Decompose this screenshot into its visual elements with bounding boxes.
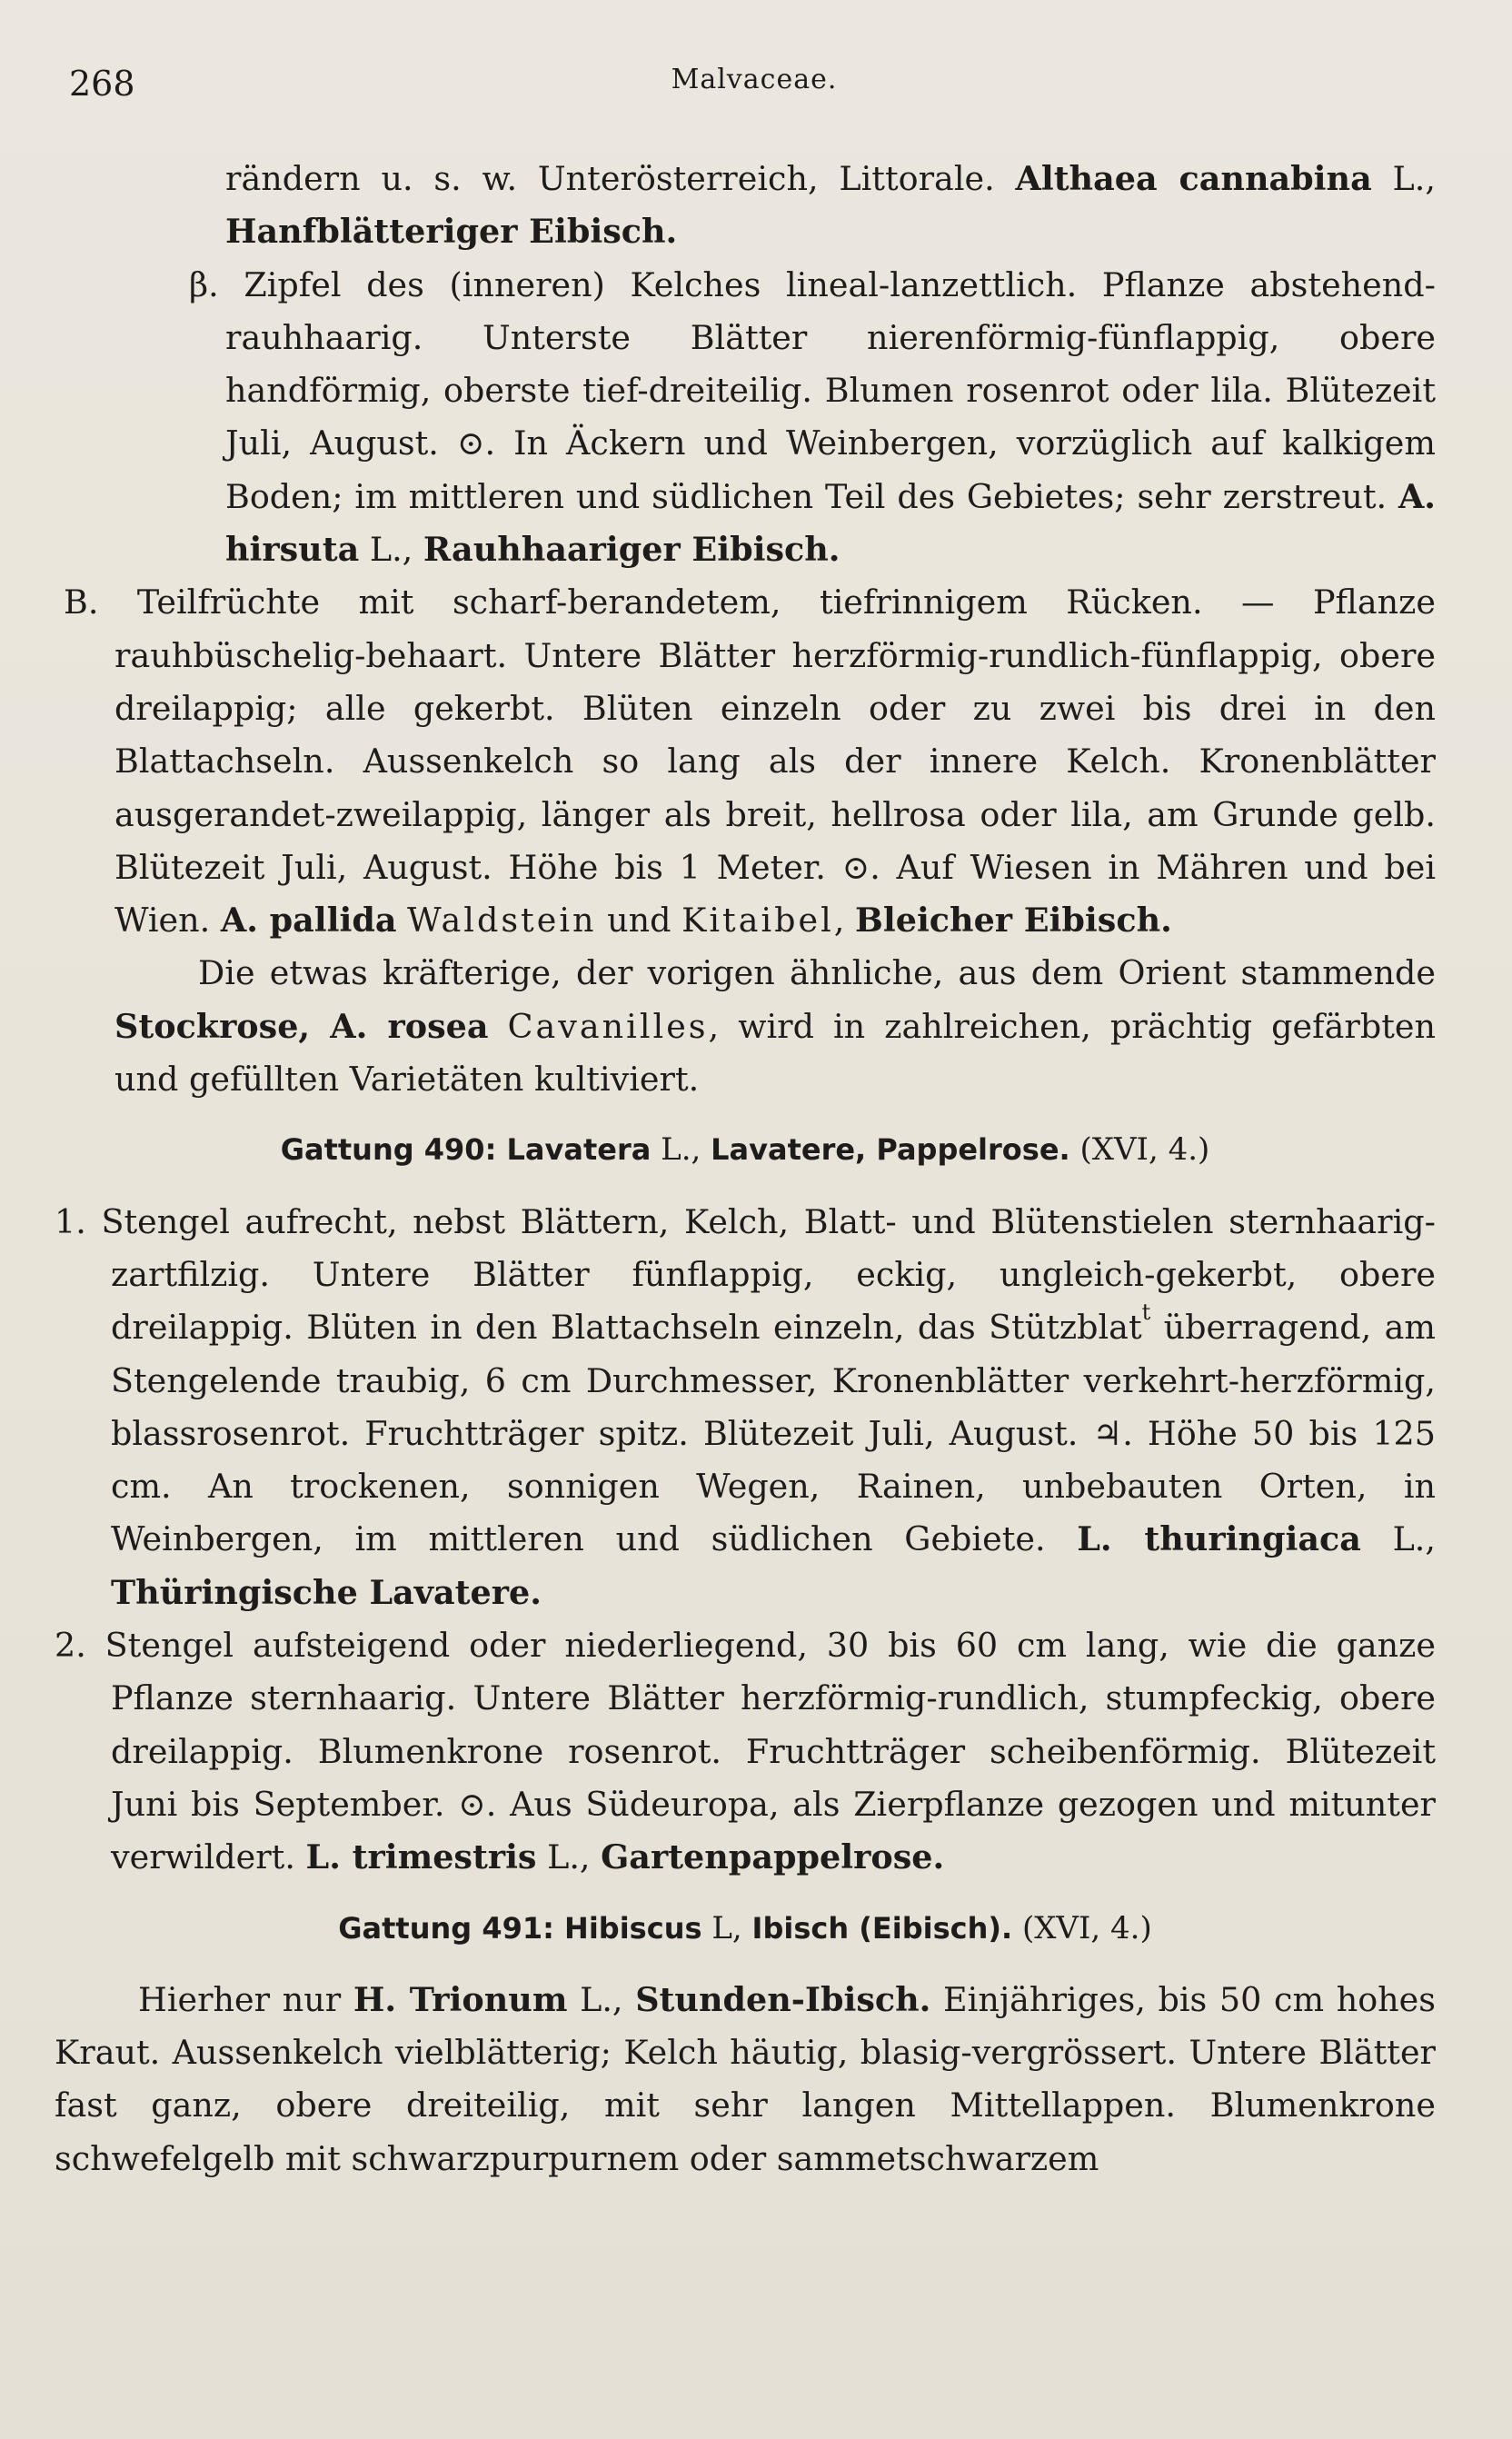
genus-heading-hibiscus: Gattung 491: Hibiscus L, Ibisch (Eibisch). (XVI, 4.) [338, 1909, 1152, 1946]
page-number: 268 [69, 64, 135, 104]
paragraph-althaea-pallida: B. Teilfrüchte mit scharf-berandetem, tiefrinnigem Rücken. — Pflanze rauhbüschelig-behaart. Untere Blätter herzförmig-rundlich-fünflappig, obere dreilappig; alle gekerbt. Blüten einzeln oder zu zwei bis drei in den Blattachseln. Aussenkelch so lang als der innere Kelch. Kronenblätter ausgerandet-zweilappig, länger als breit, hellrosa oder lila, am Grunde gelb. Blütezeit Juli, August. Höhe bis 1 Meter. ⊙. Auf Wiesen in Mähren und bei Wien. A. pallida Waldstein und Kitaibel, Bleicher Eibisch. [64, 582, 1436, 941]
paragraph-lavatera-trimestris: 2. Stengel aufsteigend oder niederliegend, 30 bis 60 cm lang, wie die ganze Pflanze sternhaarig. Untere Blätter herzförmig-rundlich, stumpfeckig, obere dreilappig. Blumenkrone rosenrot. Fruchtträger scheibenförmig. Blütezeit Juni bis September. ⊙. Aus Südeuropa, als Zierpflanze gezogen und mitunter verwildert. L. trimestris L., Gartenpappelrose. [55, 1626, 1436, 1877]
paragraph-stockrose: Die etwas kräfterige, der vorigen ähnliche, aus dem Orient stammende Stockrose, A. rosea Cavanilles, wird in zahlreichen, prächtig gefärbten und gefüllten Varietäten kultiviert. [114, 953, 1436, 1100]
running-title: Malvaceae. [671, 64, 838, 95]
paragraph-althaea-cannabina: rändern u. s. w. Unterösterreich, Littorale. Althaea cannabina L., Hanfblätteriger Eibisch. [225, 159, 1436, 252]
genus-heading-lavatera: Gattung 490: Lavatera L., Lavatere, Pappelrose. (XVI, 4.) [280, 1131, 1210, 1169]
paragraph-hibiscus-trionum: Hierher nur H. Trionum L., Stunden-Ibisch. Einjähriges, bis 50 cm hohes Kraut. Aussenkelch vielblätterig; Kelch häutig, blasig-vergrössert. Untere Blätter fast ganz, obere dreiteilig, mit sehr langen Mittellappen. Blumenkrone schwefelgelb mit schwarzpurpurnem oder sammetschwarzem [55, 1979, 1437, 2178]
page-header [69, 64, 1439, 109]
page-body [55, 153, 1436, 2185]
paragraph-althaea-hirsuta: β. Zipfel des (inneren) Kelches lineal-lanzettlich. Pflanze abstehend-rauhhaarig. Unterste Blätter nierenförmig-fünflappig, obere handförmig, oberste tief-dreiteilig. Blumen rosenrot oder lila. Blütezeit Juli, August. ⊙. In Äckern und Weinbergen, vorzüglich auf kalkigem Boden; im mittleren und südlichen Teil des Gebietes; sehr zerstreut. A. hirsuta L., Rauhhaariger Eibisch. [189, 264, 1436, 570]
paragraph-lavatera-thuringiaca: 1. Stengel aufrecht, nebst Blättern, Kelch, Blatt- und Blütenstielen sternhaarig-zartfilzig. Untere Blätter fünflappig, eckig, ungleich-gekerbt, obere dreilappig. Blüten in den Blattachseln einzeln, das Stützblat$^t$ überragend, am Stengelende traubig, 6 cm Durchmesser, Kronenblätter verkehrt-herzförmig, blassrosenrot. Fruchtträger spitz. Blütezeit Juli, August. ♃. Höhe 50 bis 125 cm. An trockenen, sonnigen Wegen, Rainen, unbebauten Orten, in Weinbergen, im mittleren und südlichen Gebiete. L. thuringiaca L., Thüringische Lavatere. [55, 1201, 1437, 1612]
